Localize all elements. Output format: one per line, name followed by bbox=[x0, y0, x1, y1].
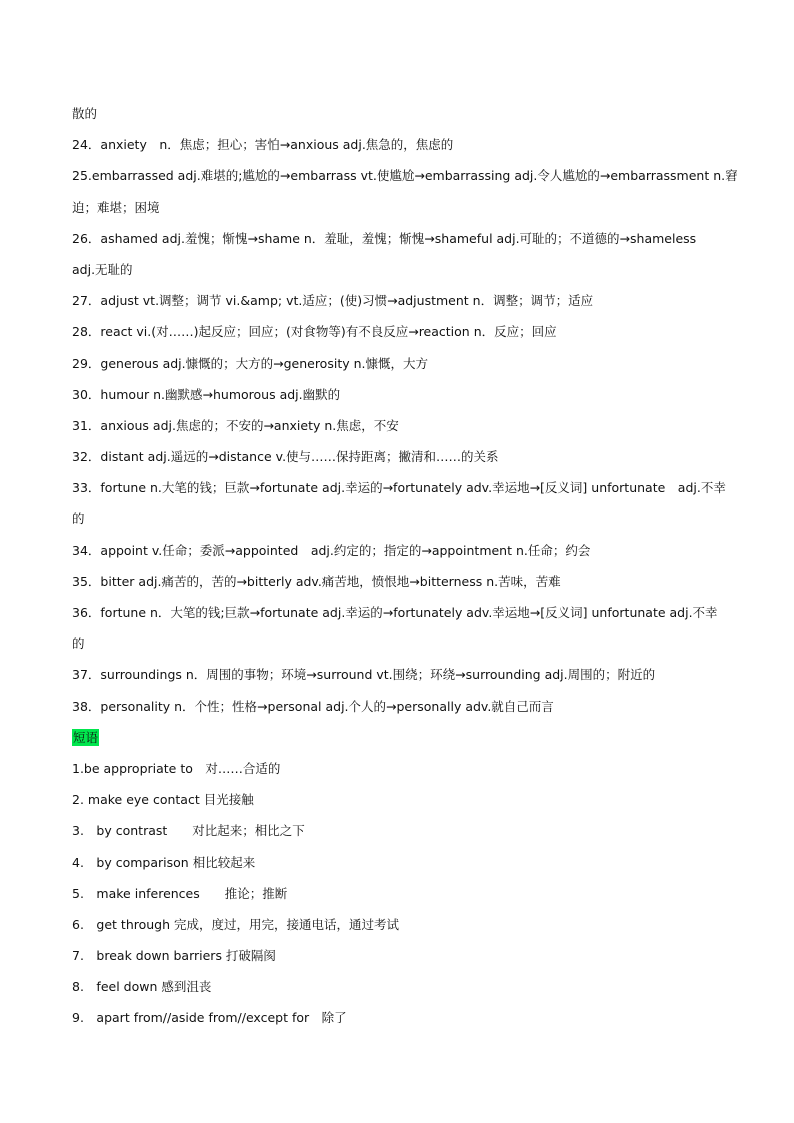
vocab-entry-31: 31．anxious adj.焦虑的；不安的→anxiety n.焦虑，不安 bbox=[72, 417, 399, 433]
vocab-entry-38: 38．personality n．个性；性格→personal adj.个人的→personally adv.就自己而言 bbox=[72, 698, 554, 714]
vocab-entry-24: 24．anxiety n．焦虑；担心；害怕→anxious adj.焦急的，焦虑的 bbox=[72, 137, 454, 153]
phrase-item-3: 3. by contrast 对比起来；相比之下 bbox=[72, 823, 305, 839]
vocab-entry-25: 25.embarrassed adj.难堪的;尴尬的→embarrass vt.使尴尬→embarrassing adj.令人尴尬的→embarrassment n.窘 bbox=[72, 168, 738, 184]
phrase-item-7: 7. break down barriers 打破隔阂 bbox=[72, 948, 276, 964]
vocab-entry-34: 34．appoint v.任命；委派→appointed adj.约定的；指定的→appointment n.任命；约会 bbox=[72, 542, 591, 558]
phrase-item-9: 9. apart from//aside from//except for 除了 bbox=[72, 1010, 347, 1026]
vocab-entry-33-cont: 的 bbox=[72, 511, 85, 527]
vocab-entry-30: 30．humour n.幽默感→humorous adj.幽默的 bbox=[72, 386, 341, 402]
phrase-item-6: 6. get through 完成，度过，用完，接通电话，通过考试 bbox=[72, 916, 400, 932]
vocab-entry-36-cont: 的 bbox=[72, 636, 85, 652]
vocab-entry-33: 33．fortune n.大笔的钱；巨款→fortunate adj.幸运的→fortunately adv.幸运地→[反义词] unfortunate adj.不幸 bbox=[72, 480, 726, 496]
document-page bbox=[72, 98, 736, 1034]
vocab-entry-36: 36．fortune n．大笔的钱;巨款→fortunate adj.幸运的→fortunately adv.幸运地→[反义词] unfortunate adj.不幸 bbox=[72, 605, 718, 620]
vocab-entry-32: 32．distant adj.遥远的→distance v.使与……保持距离；撇清和……的关系 bbox=[72, 449, 499, 465]
vocab-entry-28: 28．react vi.(对……)起反应；回应；(对食物等)有不良反应→reaction n．反应；回应 bbox=[72, 324, 557, 340]
phrase-item-8: 8. feel down 感到沮丧 bbox=[72, 979, 212, 995]
vocab-entry-26-cont: adj.无耻的 bbox=[72, 261, 133, 277]
section-heading-row bbox=[72, 722, 736, 753]
phrase-item-1: 1.be appropriate to 对……合适的 bbox=[72, 760, 281, 776]
phrase-item-4: 4. by comparison 相比较起来 bbox=[72, 854, 256, 870]
section-heading: 短语 bbox=[73, 729, 99, 745]
vocab-entry-25-cont: 迫；难堪；困境 bbox=[72, 199, 160, 215]
vocab-entry-29: 29．generous adj.慷慨的；大方的→generosity n.慷慨，大方 bbox=[72, 355, 428, 371]
vocab-entry-27: 27．adjust vt.调整；调节 vi.&amp; vt.适应；(使)习惯→adjustment n．调整；调节；适应 bbox=[72, 293, 594, 309]
phrase-item-2: 2. make eye contact 目光接触 bbox=[72, 792, 254, 808]
vocab-entry-26: 26．ashamed adj.羞愧；惭愧→shame n．羞耻，羞愧；惭愧→shameful adj.可耻的；不道德的→shameless bbox=[72, 230, 697, 246]
phrase-item-5: 5. make inferences 推论；推断 bbox=[72, 885, 288, 901]
text-line: 散的 bbox=[72, 106, 98, 121]
vocab-entry-35: 35．bitter adj.痛苦的，苦的→bitterly adv.痛苦地，愤恨地→bitterness n.苦味，苦难 bbox=[72, 573, 561, 589]
vocab-entry-37: 37．surroundings n．周围的事物；环境→surround vt.围绕；环绕→surrounding adj.周围的；附近的 bbox=[72, 667, 656, 683]
